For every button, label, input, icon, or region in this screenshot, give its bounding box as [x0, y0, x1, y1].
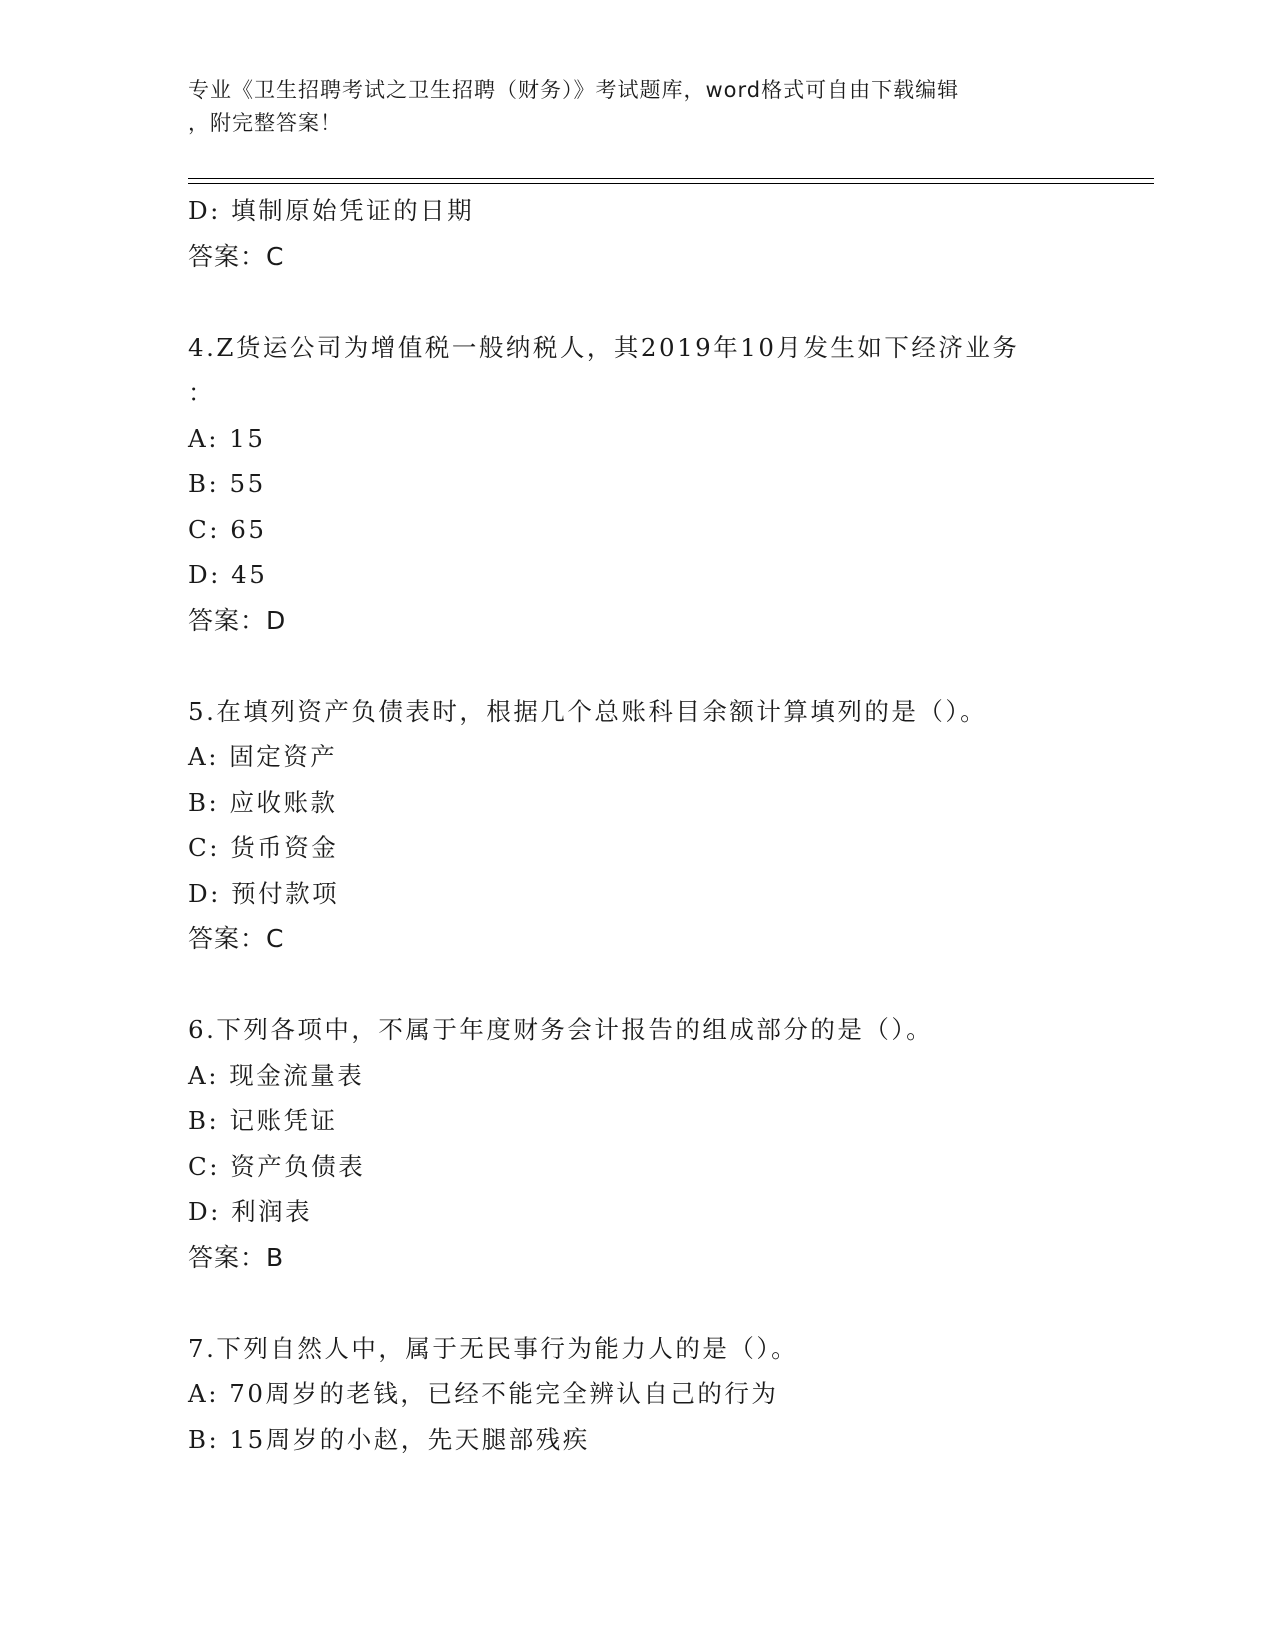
spacer — [188, 643, 1148, 689]
question-5-option-b: B: 应收账款 — [188, 787, 338, 817]
question-6-option-b: B: 记账凭证 — [188, 1106, 338, 1135]
question-5-answer: 答案：C — [188, 924, 285, 953]
header-rule-bottom — [188, 183, 1154, 184]
prev-question-option-d: D: 填制原始凭证的日期 — [188, 196, 475, 225]
question-content — [188, 188, 1148, 1462]
question-6-option-d: D: 利润表 — [188, 1197, 313, 1226]
question-5-option-a: A: 固定资产 — [188, 742, 338, 771]
question-4-stem-continued: ： — [188, 378, 215, 407]
question-6-answer: 答案：B — [188, 1242, 285, 1272]
question-6-option-a: A: 现金流量表 — [188, 1060, 365, 1090]
document-header — [188, 74, 1068, 140]
question-5-option-d: D: 预付款项 — [188, 878, 340, 908]
question-4-stem: 4.Z货运公司为增值税一般纳税人，其2019年10月发生如下经济业务 — [188, 332, 1020, 362]
question-6-option-c: C: 资产负债表 — [188, 1151, 366, 1181]
prev-question-answer: 答案：C — [188, 241, 285, 271]
header-title-line-1: 专业《卫生招聘考试之卫生招聘（财务）》考试题库，word格式可自由下载编辑 — [188, 78, 960, 102]
question-7-option-a: A: 70周岁的老钱，已经不能完全辨认自己的行为 — [188, 1379, 779, 1408]
spacer — [188, 1280, 1148, 1326]
question-6-stem: 6.下列各项中，不属于年度财务会计报告的组成部分的是（）。 — [188, 1015, 934, 1044]
spacer — [188, 962, 1148, 1008]
question-7-stem: 7.下列自然人中，属于无民事行为能力人的是（）。 — [188, 1333, 799, 1363]
question-5-stem: 5.在填列资产负债表时，根据几个总账科目余额计算填列的是（）。 — [188, 696, 988, 726]
question-4-option-d: D: 45 — [188, 560, 268, 589]
header-rule-top — [188, 178, 1154, 179]
header-title-line-2: ，附完整答案！ — [188, 111, 342, 135]
spacer — [188, 279, 1148, 325]
question-4-option-b: B: 55 — [188, 469, 266, 498]
question-4-answer: 答案：D — [188, 605, 287, 635]
question-4-option-c: C: 65 — [188, 514, 267, 544]
question-4-option-a: A: 15 — [188, 423, 266, 453]
question-5-option-c: C: 货币资金 — [188, 833, 339, 862]
question-7-option-b: B: 15周岁的小赵，先天腿部残疾 — [188, 1424, 590, 1454]
